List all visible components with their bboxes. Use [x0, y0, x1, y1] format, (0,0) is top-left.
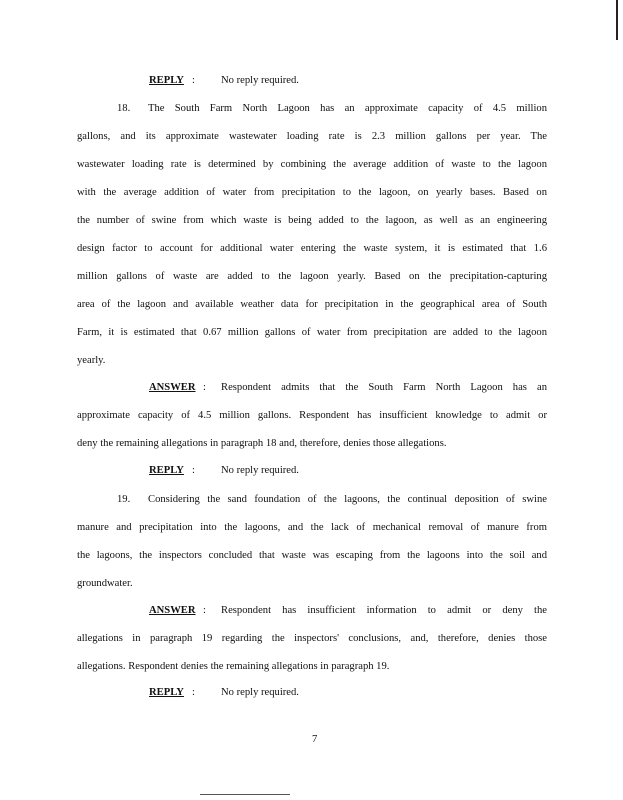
paragraph-line: The South Farm North Lagoon has an approximate capacity of 4.5 million	[148, 103, 547, 114]
reply-label: REPLY	[149, 465, 184, 476]
paragraph-line: the number of swine from which waste is being added to the lagoon, as well as an engineering	[77, 215, 547, 226]
answer-line: Respondent admits that the South Farm North Lagoon has an	[221, 382, 547, 393]
page-number: 7	[312, 734, 318, 745]
document-page: REPLY : No reply required. 18. The South Farm North Lagoon has an approximate capacity of 4.5 million gallons, and its approximate wastewater loading rate is 2.3 million gallons per year. The wastewater loading rate is determined by combining the average addition of waste to the lagoon with the average addition of water from precipitation to the lagoon, on yearly bases. Based on the number of swine from which waste is being added to the lagoon, as well as an engineering design factor to account for additional water entering the waste system, it is estimated that 1.6 million gallons of waste are added to the lagoon yearly. Based on the precipitation-capturing area of the lagoon and available weather data for precipitation in the geographical area of South Farm, it is estimated that 0.67 million gallons of water from precipitation are added to the lagoon yearly. ANSWER : Respondent admits that the South Farm North Lagoon has an approximate capacity of 4.5 million gallons. Respondent has insufficient knowledge to admit or deny the remaining allegations in paragraph 18 and, therefore, denies those allegations. REPLY : No reply required. 19. Considering the sand foundation of the lagoons, the continual deposition of swine manure and precipitation into the lagoons, and the lack of mechanical removal of manure from the lagoons, the inspectors concluded that waste was escaping from the lagoons into the soil and groundwater. ANSWER : Respondent has insufficient information to admit or deny the allegations in paragraph 19 regarding the inspectors' conclusions, and, therefore, denies those allegations. Respondent denies the remaining allegations in paragraph 19. REPLY : No reply required. 7	[0, 0, 623, 800]
answer-label: ANSWER	[149, 605, 196, 616]
answer-line: Respondent has insufficient information to admit or deny the	[221, 605, 547, 616]
paragraph-line: manure and precipitation into the lagoons, and the lack of mechanical removal of manure from	[77, 522, 547, 533]
answer-line: allegations. Respondent denies the remaining allegations in paragraph 19.	[77, 661, 390, 672]
paragraph-line: million gallons of waste are added to the lagoon yearly. Based on the precipitation-capturing	[77, 271, 547, 282]
paragraph-line: gallons, and its approximate wastewater loading rate is 2.3 million gallons per year. The	[77, 131, 547, 142]
answer-line: allegations in paragraph 19 regarding the inspectors' conclusions, and, therefore, denies those	[77, 633, 547, 644]
paragraph-line: area of the lagoon and available weather data for precipitation in the geographical area of South	[77, 299, 547, 310]
paragraph-line: with the average addition of water from precipitation to the lagoon, on yearly bases. Based on	[77, 187, 547, 198]
paragraph-line: yearly.	[77, 355, 106, 366]
paragraph-line: design factor to account for additional water entering the waste system, it is estimated that 1.6	[77, 243, 547, 254]
answer-line: approximate capacity of 4.5 million gallons. Respondent has insufficient knowledge to admit or	[77, 410, 547, 421]
answer-line: deny the remaining allegations in paragraph 18 and, therefore, denies those allegations.	[77, 438, 447, 449]
paragraph-line: Farm, it is estimated that 0.67 million gallons of water from precipitation are added to the lagoon	[77, 327, 547, 338]
paragraph-line: Considering the sand foundation of the lagoons, the continual deposition of swine	[148, 494, 547, 505]
reply-text: No reply required.	[221, 465, 299, 476]
paragraph-number: 18.	[117, 103, 131, 114]
reply-text: No reply required.	[221, 687, 299, 698]
scan-edge-mark	[616, 0, 618, 40]
paragraph-number: 19.	[117, 494, 131, 505]
paragraph-line: groundwater.	[77, 578, 133, 589]
reply-label: REPLY	[149, 687, 184, 698]
paragraph-line: wastewater loading rate is determined by combining the average addition of waste to the lagoon	[77, 159, 547, 170]
reply-text: No reply required.	[221, 75, 299, 86]
answer-label: ANSWER	[149, 382, 196, 393]
scan-edge-mark	[200, 794, 290, 795]
paragraph-line: the lagoons, the inspectors concluded that waste was escaping from the lagoons into the soil and	[77, 550, 547, 561]
reply-label: REPLY	[149, 75, 184, 86]
